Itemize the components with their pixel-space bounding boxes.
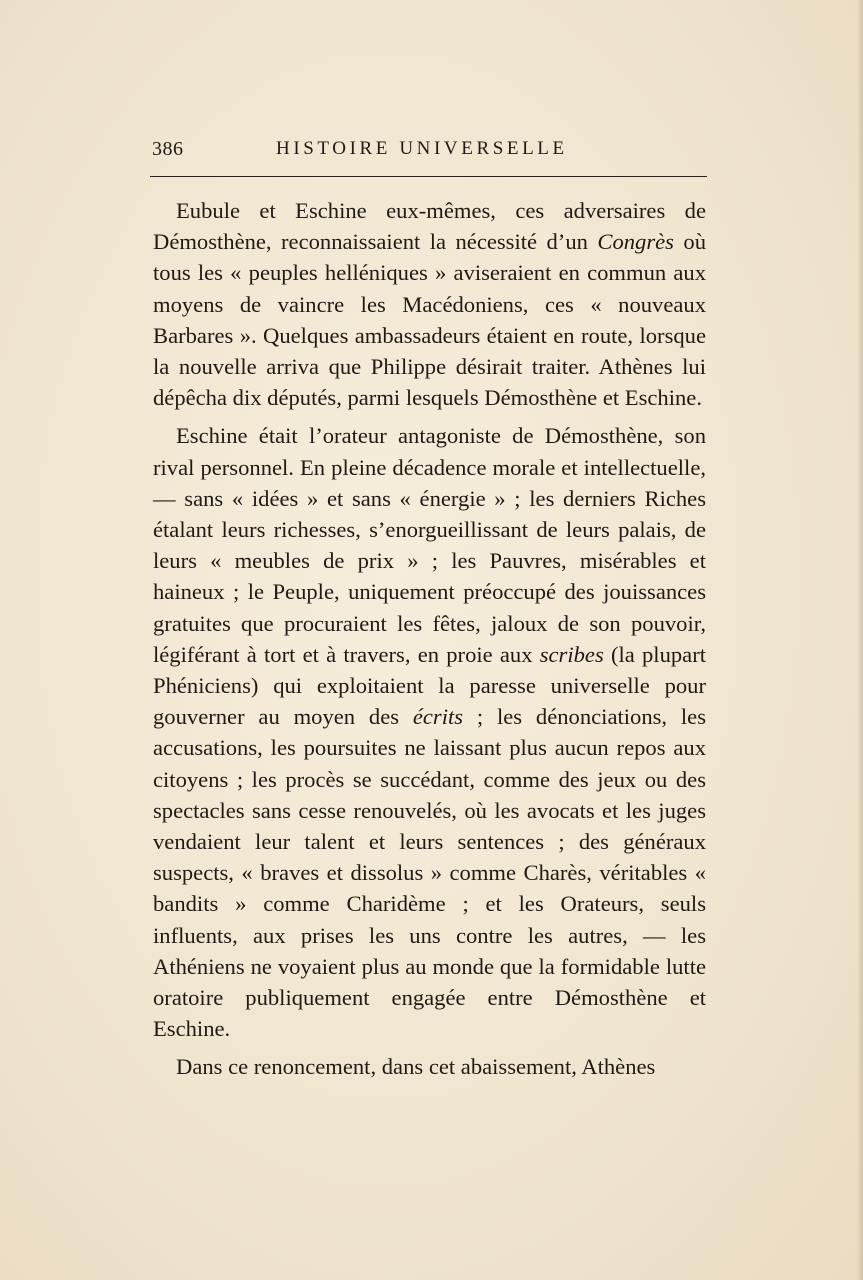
italic-term-congres: Congrès: [597, 229, 674, 255]
header-rule: [150, 176, 707, 177]
text-run: Eschine était l’orateur antagoniste de Démosthène, son rival personnel. En pleine décadence morale et intellectuelle, — sans « idées » et sans « énergie » ; les derniers Riches étalant leurs richesses, s’enorgueillissant de leurs palais, de leurs « meubles de prix » ; les Pauvres, misérables et haineux ; le Peuple, uniquement préoccupé des jouissances gratuites que procuraient les fêtes, jaloux de son pouvoir, légiférant à tort et à travers, en proie aux: [153, 423, 706, 667]
body-text: [153, 195, 706, 1083]
running-header: [152, 138, 707, 166]
text-run: ; les dénonciations, les accusations, les poursuites ne laissant plus aucun repos aux citoyens ; les procès se succédant, comme des jeux ou des spectacles sans cesse renouvelés, où les avocats et les juges vendaient leur talent et leurs sentences ; des généraux suspects, « braves et dissolus » comme Charès, véritables « bandits » comme Charidème ; et les Orateurs, seuls influents, aux prises les uns contre les autres, — les Athéniens ne voyaient plus au monde que la formidable lutte oratoire publiquement engagée entre Démosthène et Eschine.: [153, 704, 706, 1042]
paragraph-1: [153, 195, 706, 413]
italic-term-scribes: scribes: [539, 641, 604, 667]
text-run: (la plupart Phéniciens) qui exploitaient la paresse universelle pour gouverner au moyen des: [153, 641, 707, 730]
running-title: HISTOIRE UNIVERSELLE: [276, 138, 568, 159]
page-number: 386: [152, 138, 184, 160]
italic-term-ecrits: écrits: [412, 704, 464, 730]
text-run: Dans ce renoncement, dans cet abaissement, Athènes: [176, 1054, 656, 1080]
page-edge-shadow: [857, 0, 863, 1280]
text-run: Eubule et Eschine eux-mêmes, ces adversaires de Démosthène, reconnaissaient la nécessité d’un: [153, 198, 706, 255]
paragraph-2: [153, 420, 706, 1044]
text-run: où tous les « peuples helléniques » aviseraient en commun aux moyens de vaincre les Macédoniens, ces « nouveaux Barbares ». Quelques ambassadeurs étaient en route, lorsque la nouvelle arriva que Philippe désirait traiter. Athènes lui dépêcha dix députés, parmi lesquels Démosthène et Eschine.: [153, 229, 706, 411]
paragraph-3: [153, 1051, 706, 1082]
